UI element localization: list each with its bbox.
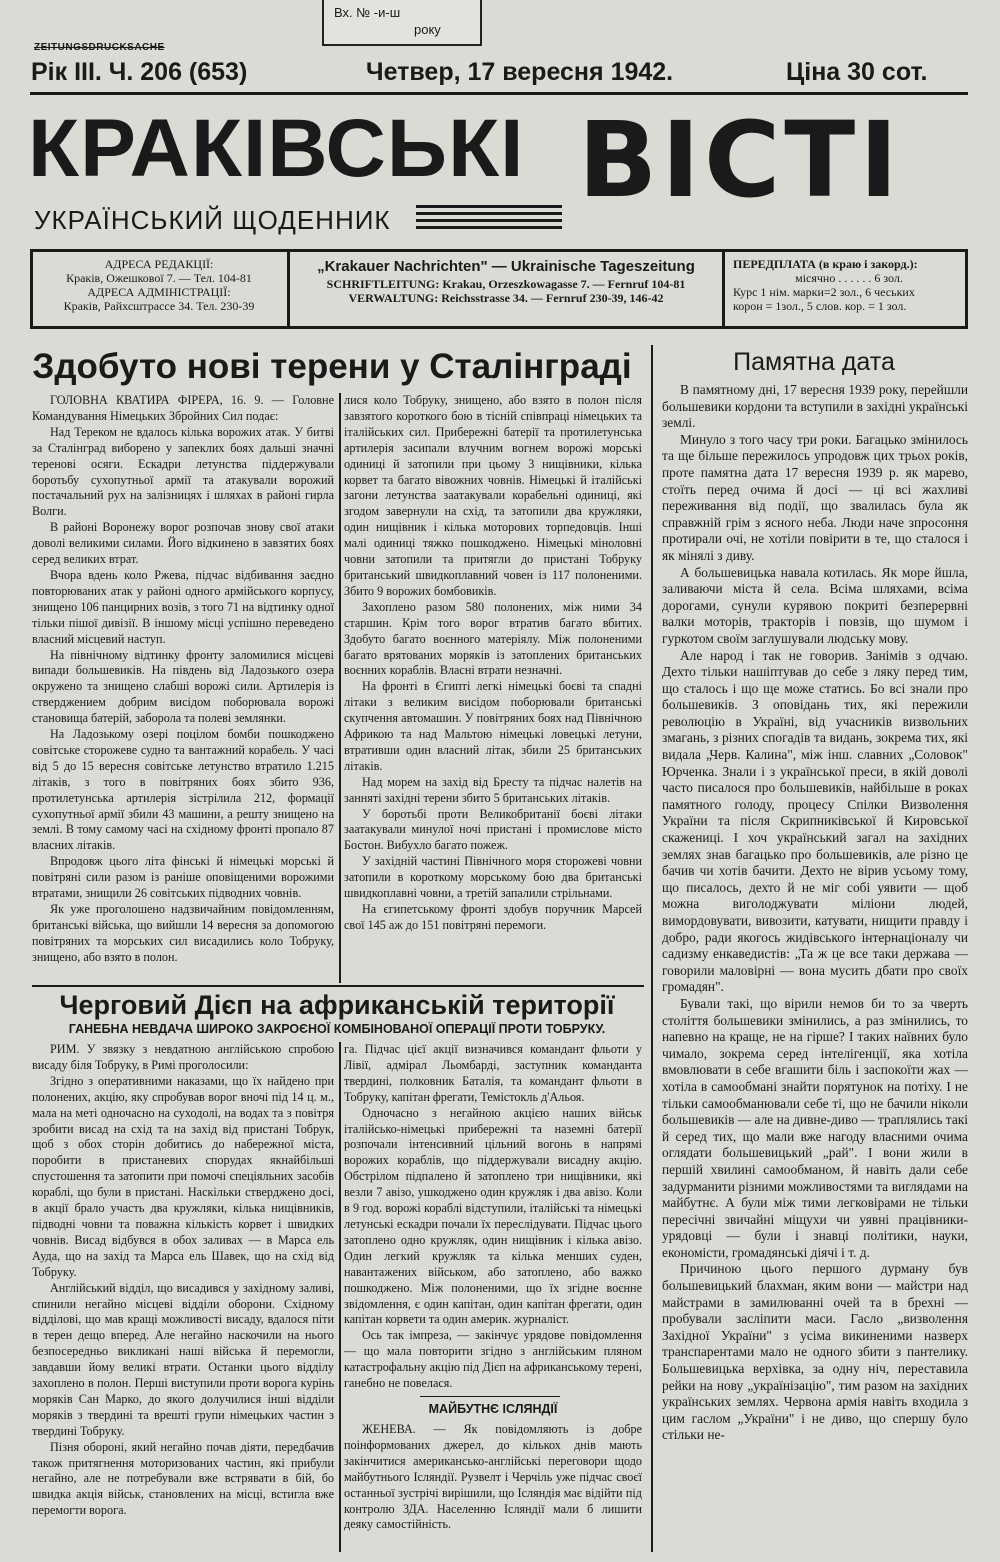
article2-c2-p2: Одночасно з негайною акцією наших військ італійсько-німецькі прибережні та наземні батерії розпочали інтенсивний цільний вогонь в напрямі ворожих кораблів, що піддержували висадну акцію. Обстрілом підпалено й затоплено три нищівники, які везли 7 авізо, ушкоджено один кружляк і два авізо. Коли в 9 год. ворожі кораблі відступили, італійські та німецькі летунські ескадри почали їх переслідувати. Підчас цього затоплено одно кружляк, один нищівник і кілька авізо. Один легкий кружляк та кілька менших суден, навантажених військом, або затоплено, або важко пошкоджено. Між полоненими, що їх згідне воєнне звідомлення, є один капітан, один капітан фрегати, один капітан корвети та один америк. журналіст. <box>344 1105 642 1327</box>
article3-p4: Але народ і так не говорив. Занімів з одчаю. Дехто тільки нашіптував до себе з ляку перед тим, що сталось і що ще може статись. Бо всі знали про большевиків. З оповідань тих, які пережили революцію в Україні, від учасників визвольних змагань, з різних спогадів та видань, зокрема тих, які видала „Черв. Калина", між інш. славних „Соловок" Юрченка. Знали і з української преси, в якій доволі часто писалося про большевиків, найбільше в роках памятного голоду, процесу Спілки Визволення України та після Скрипниківської й Кировської скажениці. І хоч український загал на західних землях знав багацько про большевиків, але різно це бачив чи хотів бачити. Дехто не вірив усьому тому, що писалось, дехто й не міг собі уявити — щоб можна виголоджувати міліони людей, вимордовувати, вивозити, катувати, нищити правду і добро, ради якогось жидівського інтернаціоналу чи садизму енкаведистів: „Та ж це все таки держава — говорили маловірні — вона мусить дбати про своїх громадян". <box>662 647 968 995</box>
article2-c1-p1: РИМ. У звязку з невдатною англійською спробою висаду біля Тобруку, в Римі проголосили: <box>32 1042 334 1072</box>
info-left-3: АДРЕСА АДМІНІСТРАЦІЇ: <box>87 285 231 299</box>
article2-c1-p2: Згідно з оперативними наказами, що їх найдено при полонених, акцію, яку спробував ворог вночі під 14 ц. м., мала на меті одночасно на суходолі, на водах та з повітря зробити висад на схід та на захід від пристані Тобрук, щоб з обох сторін добитись до набережної міста, поробити в пристаневих спорудах якнайбільші спустошення та затопити при помочі спеціяльних засобів кораблі, що були в пристані. Наскільки стверджено досі, в акції брало участь два кружляки, кілька нищівників, підводні човни та поважна кількість корвет і швидких човнів. Висад відбувся в обох заливах — в Марса ель Ауда, що на захід та Марса ель Шавек, що на схід від Тобруку. <box>32 1073 334 1279</box>
masthead-subtitle: УКРАЇНСЬКИЙ ЩОДЕННИК <box>34 205 391 235</box>
info-left-2: Краків, Ожешкової 7. — Тел. 104-81 <box>66 271 252 285</box>
article1-c2-p2: Захоплено разом 580 полонених, між ними 34 старшин. Крім того ворог втратив багато вбитих. Здобуто багато воєнного матеріялу. Між полоненими багато врятованих моряків із затоплених британських воєнних кораблів. Власні втрати незначні. <box>344 599 642 678</box>
article2-column-1 <box>32 1042 334 1552</box>
stamp-line-1: Вх. № -и-ш <box>334 5 401 20</box>
masthead-title-right: ВІСТІ <box>578 99 902 221</box>
article1-c2-p6: У західній частині Північного моря сторожеві човни затопили в короткому морському бою два британські швидкоплавні човни, а третій запалили стрільнами. <box>344 854 642 901</box>
article1-headline: Здобуто нові терени у Сталінграді <box>32 347 632 386</box>
right-column-rule <box>651 345 653 1552</box>
article2-sub-p1: ЖЕНЕВА. — Як повідомляють із добре поінформованих джерел, до кількох днів мають закінчитися американсько-англійські переговори щодо майбутнього Ісляндії. Рузвелт і Черчіль уже підчас своєї останньої зустрічі вирішили, що Ісляндія має відійти під контролю ЗДА. Населенню Ісляндії мали б лишити деяку самостійність. <box>344 1422 642 1532</box>
article2-headline: Черговий Дієп на африканській території <box>59 990 615 1020</box>
article2-column-2 <box>344 1042 642 1391</box>
article1-c2-p4: Над морем на захід від Бресту та підчас налетів на занняті західні терени збито 5 британських літаків. <box>344 774 642 805</box>
article1-c1-p5: На північному відтинку фронту заломилися місцеві випади большевиків. На південь від Ладозького озера окружено та знищено слабші ворожі сили. Артилерія із стверджением добрим висідом поборювала ворожі становища батерій, заборола та полеві землянки. <box>32 647 334 726</box>
info-box <box>30 249 968 329</box>
article1-c2-p1: лися коло Тобруку, знищено, або взято в полон після завзятого короткого бою в тісній співпраці німецьких та італійських сил. Прибережні батерії та протилетунська артилерія засипали влучним вогнем ворожі морські одиниці й затопили при цьому 3 нищівники, кілька корвет та багато вівожних човнів. Німецькі й італійські загони летунства заатакували корабельні одиниці, які згодом завернули на схід, та затопили два кружляки, один нищівник і кілька моторових торпедовців. Інші малі одиниці тяжко пошкоджено. Німецькі міноловні човни затопили та притягли до пристані Тобруку британський швидкоплавний човен із 117 полоненими. Збито 9 ворожих бомбовиків. <box>344 393 642 598</box>
article2-column-rule <box>339 1042 341 1552</box>
subsection-rule <box>420 1396 560 1397</box>
article3-p3: А большевицька навала котилась. Як море йшла, заливаючи міста й села. Всіма шляхами, всіма дорогами, сунули курявою покриті безперервні валки моторів, тракторів і повзів, що шумом і гуркотом своїм заглушували людську мову. <box>662 564 968 646</box>
article2-c2-p1: га. Підчас цієї акції визначився командант фльоти у Лівії, адмірал Льомбарді, заступник команданта твердині, полковник Баталія, та командант фльоти в Тобруку, капітан фрегати, Темістокль д'Альоя. <box>344 1042 642 1104</box>
article1-c1-p7: Впродовж цього літа фінські й німецькі морські й повітряні сили разом із раніше оповіщеними ворожими втратами, знищили 26 совітських підводних човнів. <box>32 854 334 901</box>
info-right-1: місячно . . . . . . 6 зол. <box>795 271 903 285</box>
info-box-subscription <box>727 252 965 326</box>
issue-price: Ціна 30 сот. <box>786 58 928 86</box>
article1-c2-p3: На фронті в Єгипті легкі німецькі боєві та спадні літаки з великим висідом поборювали британські скупчення автомашин. У повітряних боях над Північною Африкою та над Мальтою німецькі ловецькі летуни, втративши один власний літак, збили 25 британських літаків. <box>344 679 642 773</box>
article1-c2-p7: На єгипетському фронті здобув поручник Марсей свої 145 аж до 151 повітряні перемоги. <box>344 902 642 932</box>
info-right-2: Курс 1 нім. марки=2 зол., 6 чеських <box>733 285 915 299</box>
article1-c1-p8: Як уже проголошено надзвичайним повідомленням, британські війська, що вийшли 14 вересня за допомогою повітряних та морських сил висадились коло Тобруку, знищено, або взято в полон. <box>32 902 334 964</box>
article3-headline: Памятна дата <box>733 348 895 376</box>
info-center-2: VERWALTUNG: Reichsstrasse 34. — Fernruf 230-39, 146-42 <box>348 291 664 305</box>
info-sep-2 <box>722 252 725 326</box>
info-right-3: корон = 1зол., 5 слов. кор. = 1 зол. <box>733 299 907 313</box>
info-center-1: SCHRIFTLEITUNG: Krakau, Orzeszkowagasse 7. — Fernruf 104-81 <box>326 277 686 291</box>
postal-note: ZEITUNGSDRUCKSACHE <box>34 42 165 53</box>
article1-c2-p5: У боротьбі проти Великобританії боєві літаки заатакували минулої ночі пристані і промислове місто Бостон. Вибухло багато пожеж. <box>344 806 642 853</box>
article3-p5: Бували такі, що вірили немов би то за чверть століття большевики змінились, а раз змінились, то напевно на краще, не на гірше? І таких наївних було чимало, зокрема серед інтелігенції, яка хотіла вмовлювати в себе вгашити біль і заспокоїти жах — хотіла в самообмані знайти порятунок на потіху. І не тільки самообманювали себе ті, що не бачили ніколи большевиків — але на дивне-диво — траплялись такі й серед тих, що мали вже нагоду власними очима оглядати большевицький „рай". І вони жили в першій хвилині самообманом, й навіть дали себе задурманити різними можливостями та виглядами на майбутнє. А були між тими легковірами не тільки пересічні звичайні міщухи чи уявні працівники-урядовці — були і знавці політики, науки, економісти, громадянські діячі і т. д. <box>662 995 968 1260</box>
article3-p1: В памятному дні, 17 вересня 1939 року, перейшли большевики кордони та вступили в західні українські землі. <box>662 382 968 431</box>
article1-column-rule <box>339 393 341 983</box>
article1-c1-p1: ГОЛОВНА КВАТИРА ФІРЕРА, 16. 9. — Головне Командування Німецьких Збройних Сил подає: <box>32 393 334 423</box>
article1-c1-p2: Над Тереком не вдалось кілька ворожих атак. У битві за Сталінград виборено у запеклих боях дальші значні теренові осяги. Ескадри летунства піддержували боротьбу сухопутньої армії та атакували ворожий постачальний рух на залізницях і шляхах в районі гирла Волги. <box>32 424 334 519</box>
masthead-stripe-4 <box>416 226 562 229</box>
article2-c1-p3: Англійський відділ, що висадився у західному заливі, спинили негайно місцеві відділи оборони. Східному відділові, що мав кращі можливості висаду, вдалося піти в терен дещо вперед. Але негайно наскочили на нього безпосередньо викликані наші війська й перемогли, завдавши йому великі втрати. Останки цього відділу захоплено в полон. Перші виступили проти ворога курінь моряків Сан Марко, до якого долучилися інші відділи моряків з твердині та врешті групи німецьких частин з твердині Тобруку. <box>32 1280 334 1438</box>
article1-c1-p3: В районі Воронежу ворог розпочав знову свої атаки доволі великими силами. Його відкинено в завзятих боях серед великих втрат. <box>32 520 334 567</box>
info-center-title: „Krakauer Nachrichten" — Ukrainische Tageszeitung <box>317 258 695 275</box>
article1-column-1 <box>32 393 334 981</box>
info-box-addresses <box>33 252 285 326</box>
registration-stamp <box>322 0 482 46</box>
info-right-title: ПЕРЕДПЛАТА (в краю і закорд.): <box>733 257 918 271</box>
article3-column <box>662 382 968 1552</box>
article-separator <box>32 985 644 987</box>
masthead-stripe-3 <box>416 219 562 222</box>
info-sep-1 <box>287 252 290 326</box>
masthead-title-left: КРАКІВСЬКІ <box>28 103 525 194</box>
info-box-german <box>291 252 721 326</box>
article3-p6: Причиною цього першого дурману був большевицький блахман, яким вони — майстри над майстрами в замилюванні очей та в брехні — пробували засліпити маси. Гасло „визволення Західної України" з усіма викиненими назверх транспарентами мало не одного збити з пантелику. Большевицька верхівка, за одну ніч, переставила рейки на нову „українізацію", тим разом на західних українських землях. Червона армія навіть входила з цим гаслом „України" і не диво, що спершу було стільки не- <box>662 1261 968 1443</box>
article2-sub-text <box>344 1422 642 1552</box>
article2-c2-p3: Ось так імпреза, — закінчує урядове повідомлення — що мала повторити згідно з англійським пляном катастрофальну акцію під Дієп на африканському терені, ганебно не повелася. <box>344 1328 642 1391</box>
masthead-stripe-2 <box>416 212 562 215</box>
header-rule <box>30 92 968 95</box>
issue-date: Четвер, 17 вересня 1942. <box>366 58 674 86</box>
article1-c1-p4: Вчора вдень коло Ржева, підчас відбивання заєдно повторюваних атак у районі одного армійського корпусу, знищено 106 панцирних возів, з того 71 на відтинку одної тільки пішої дивізії. В іншому місці успішно переведено власний місцевий наступ. <box>32 567 334 646</box>
stamp-line-2: року <box>414 22 441 37</box>
article3-p2: Минуло з того часу три роки. Багацько змінилось та ще більше пережилось упродовж цих трьох років, проте памятна дата 17 вересня 1939 р. як марево, стоїть перед очима й досі — ці всі жахливі переживання від події, що звалилась була як справжній грім з ясного неба. Люди наче зпросоння протирали очі, не хотіли повірити в те, що сталося і як мінялі з диву. <box>662 431 968 563</box>
article2-c1-p4: Пізня обороні, який негайно почав діяти, передбачив також притягнення моторизованих частин, які прибули негайно, але не потребували вже встрявати в бій, бо швидка акція військ, становлених на місці, встигла вже перемогти ворога. <box>32 1439 334 1518</box>
article2-sub-headline: МАЙБУТНЄ ІСЛЯНДІЇ <box>428 1402 558 1416</box>
masthead-stripe-1 <box>416 205 562 208</box>
article1-column-2 <box>344 393 642 981</box>
article2-subhead: ГАНЕБНА НЕВДАЧА ШИРОКО ЗАКРОЄНОЇ КОМБІНОВАНОЇ ОПЕРАЦІЇ ПРОТИ ТОБРУКУ. <box>68 1022 606 1036</box>
issue-number: Рік III. Ч. 206 (653) <box>31 58 248 86</box>
info-left-1: АДРЕСА РЕДАКЦІЇ: <box>104 257 214 271</box>
article1-c1-p6: На Ладозькому озері поцілом бомби пошкоджено совітське сторожеве судно та вантажний корабель. У часі від 5 до 15 вересня совітське летунство втратило 1.215 літаків, з того в повітряних боях збито 936, протилетунська артилерія зістрілила 212, формації сухопутньої армії збили 43 машини, а решту знищено на землі. В тому самому часі на східному фронті пропало 87 власних літаків. <box>32 727 334 853</box>
info-left-4: Краків, Райхсштрассе 34. Тел. 230-39 <box>63 299 255 313</box>
